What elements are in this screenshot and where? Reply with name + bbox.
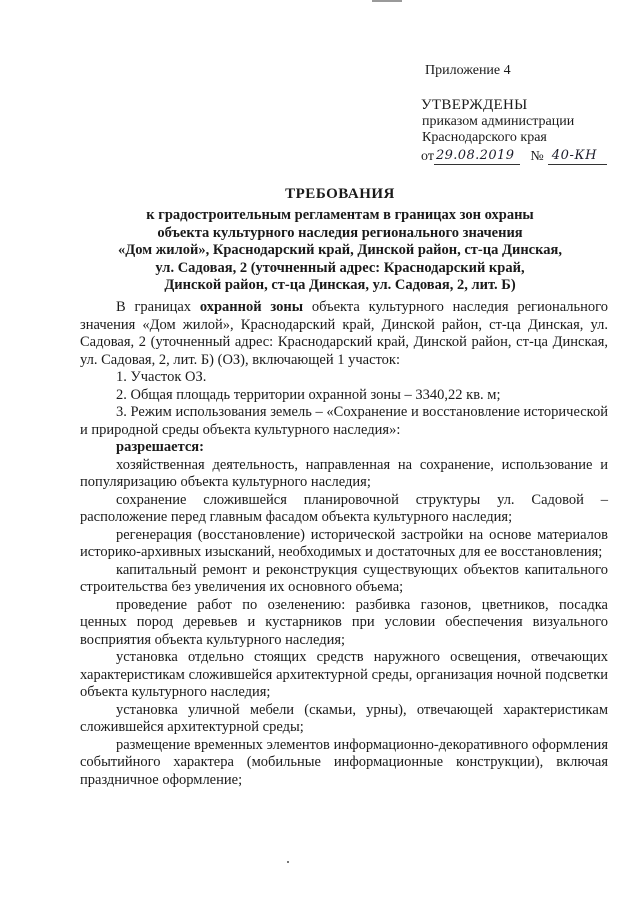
allowed-heading [80,439,608,457]
allowed-item-1: хозяйственная деятельность, направленная на сохранение, использование и популяризацию объекта культурного наследия; [80,456,608,490]
intro-bold: охранной зоны [199,299,304,315]
item-3: 3. Режим использования земель – «Сохранение и восстановление исторической и природной среды объекта культурного наследия»: [80,404,608,438]
title-main: ТРЕБОВАНИЯ [285,186,395,202]
title-line-1: к градостроительным регламентам в границах зон охраны [146,207,534,223]
title-line-3: «Дом жилой», Краснодарский край, Динской район, ст-ца Динская, [118,242,562,259]
allowed-heading-text: разрешается: [116,439,204,455]
allowed-item-8: размещение временных элементов информационно-декоративного оформления событийного характера (мобильные информационные конструкции), включая праздничное оформление; [80,736,608,788]
allowed-item-3: регенерация (восстановление) исторической застройки на основе материалов историко-архивных изысканий, необходимых и достаточных для ее восстановления; [80,526,608,560]
allowed-item-2: сохранение сложившейся планировочной структуры ул. Садовой – расположение перед главным фасадом объекта культурного наследия; [80,491,608,525]
appendix-label: Приложение 4 [425,63,511,78]
allowed-item-7: установка уличной мебели (скамьи, урны), отвечающей характеристикам сложившейся архитектурной среды; [80,701,608,735]
approval-line-2: Краснодарского края [422,130,547,145]
approval-line-1: приказом администрации [422,113,575,129]
allowed-item-6: установка отдельно стоящих средств наружного освещения, отвечающих характеристикам сложившейся архитектурной среды, организация ночной подсветки объекта культурного наследия; [80,649,608,700]
number-sign: № [530,148,544,164]
document-title [100,186,580,295]
scan-dot [287,861,289,863]
title-line-2: объекта культурного наследия регионального значения [157,224,523,241]
intro-post: объекта культурного наследия регионального значения «Дом жилой», Краснодарский край, Динской район, ст-ца Динская, ул. Садовая, 2 (уточненный адрес: Краснодарский край, Динской район, ст-ца Динская, ул. Садовая, 2, лит. Б) (ОЗ), включающей 1 участок: [80,299,608,368]
item-1: 1. Участок ОЗ. [116,369,207,385]
intro-paragraph [80,299,608,369]
approved-heading: УТВЕРЖДЕНЫ [421,97,528,113]
scan-speck [372,0,402,2]
intro-pre: В границах [116,299,200,315]
allowed-item-5: проведение работ по озеленению: разбивка газонов, цветников, посадка ценных пород деревьев и кустарников при условии обеспечения визуального восприятия объекта культурного наследия; [80,596,608,648]
date-prefix: от [421,148,434,164]
approval-date-number [421,147,621,165]
document-body [80,299,608,789]
handwritten-number: 40-КН [548,147,607,165]
handwritten-date: 29.08.2019 [434,147,520,165]
approval-block [421,97,621,165]
title-line-5: Динской район, ст-ца Динская, ул. Садовая, 2, лит. Б) [164,277,516,294]
item-2: 2. Общая площадь территории охранной зоны – 3340,22 кв. м; [116,386,501,403]
allowed-item-4: капитальный ремонт и реконструкция существующих объектов капитального строительства без увеличения их основного объема; [80,561,608,595]
title-line-4: ул. Садовая, 2 (уточненный адрес: Краснодарский край, [155,259,525,276]
